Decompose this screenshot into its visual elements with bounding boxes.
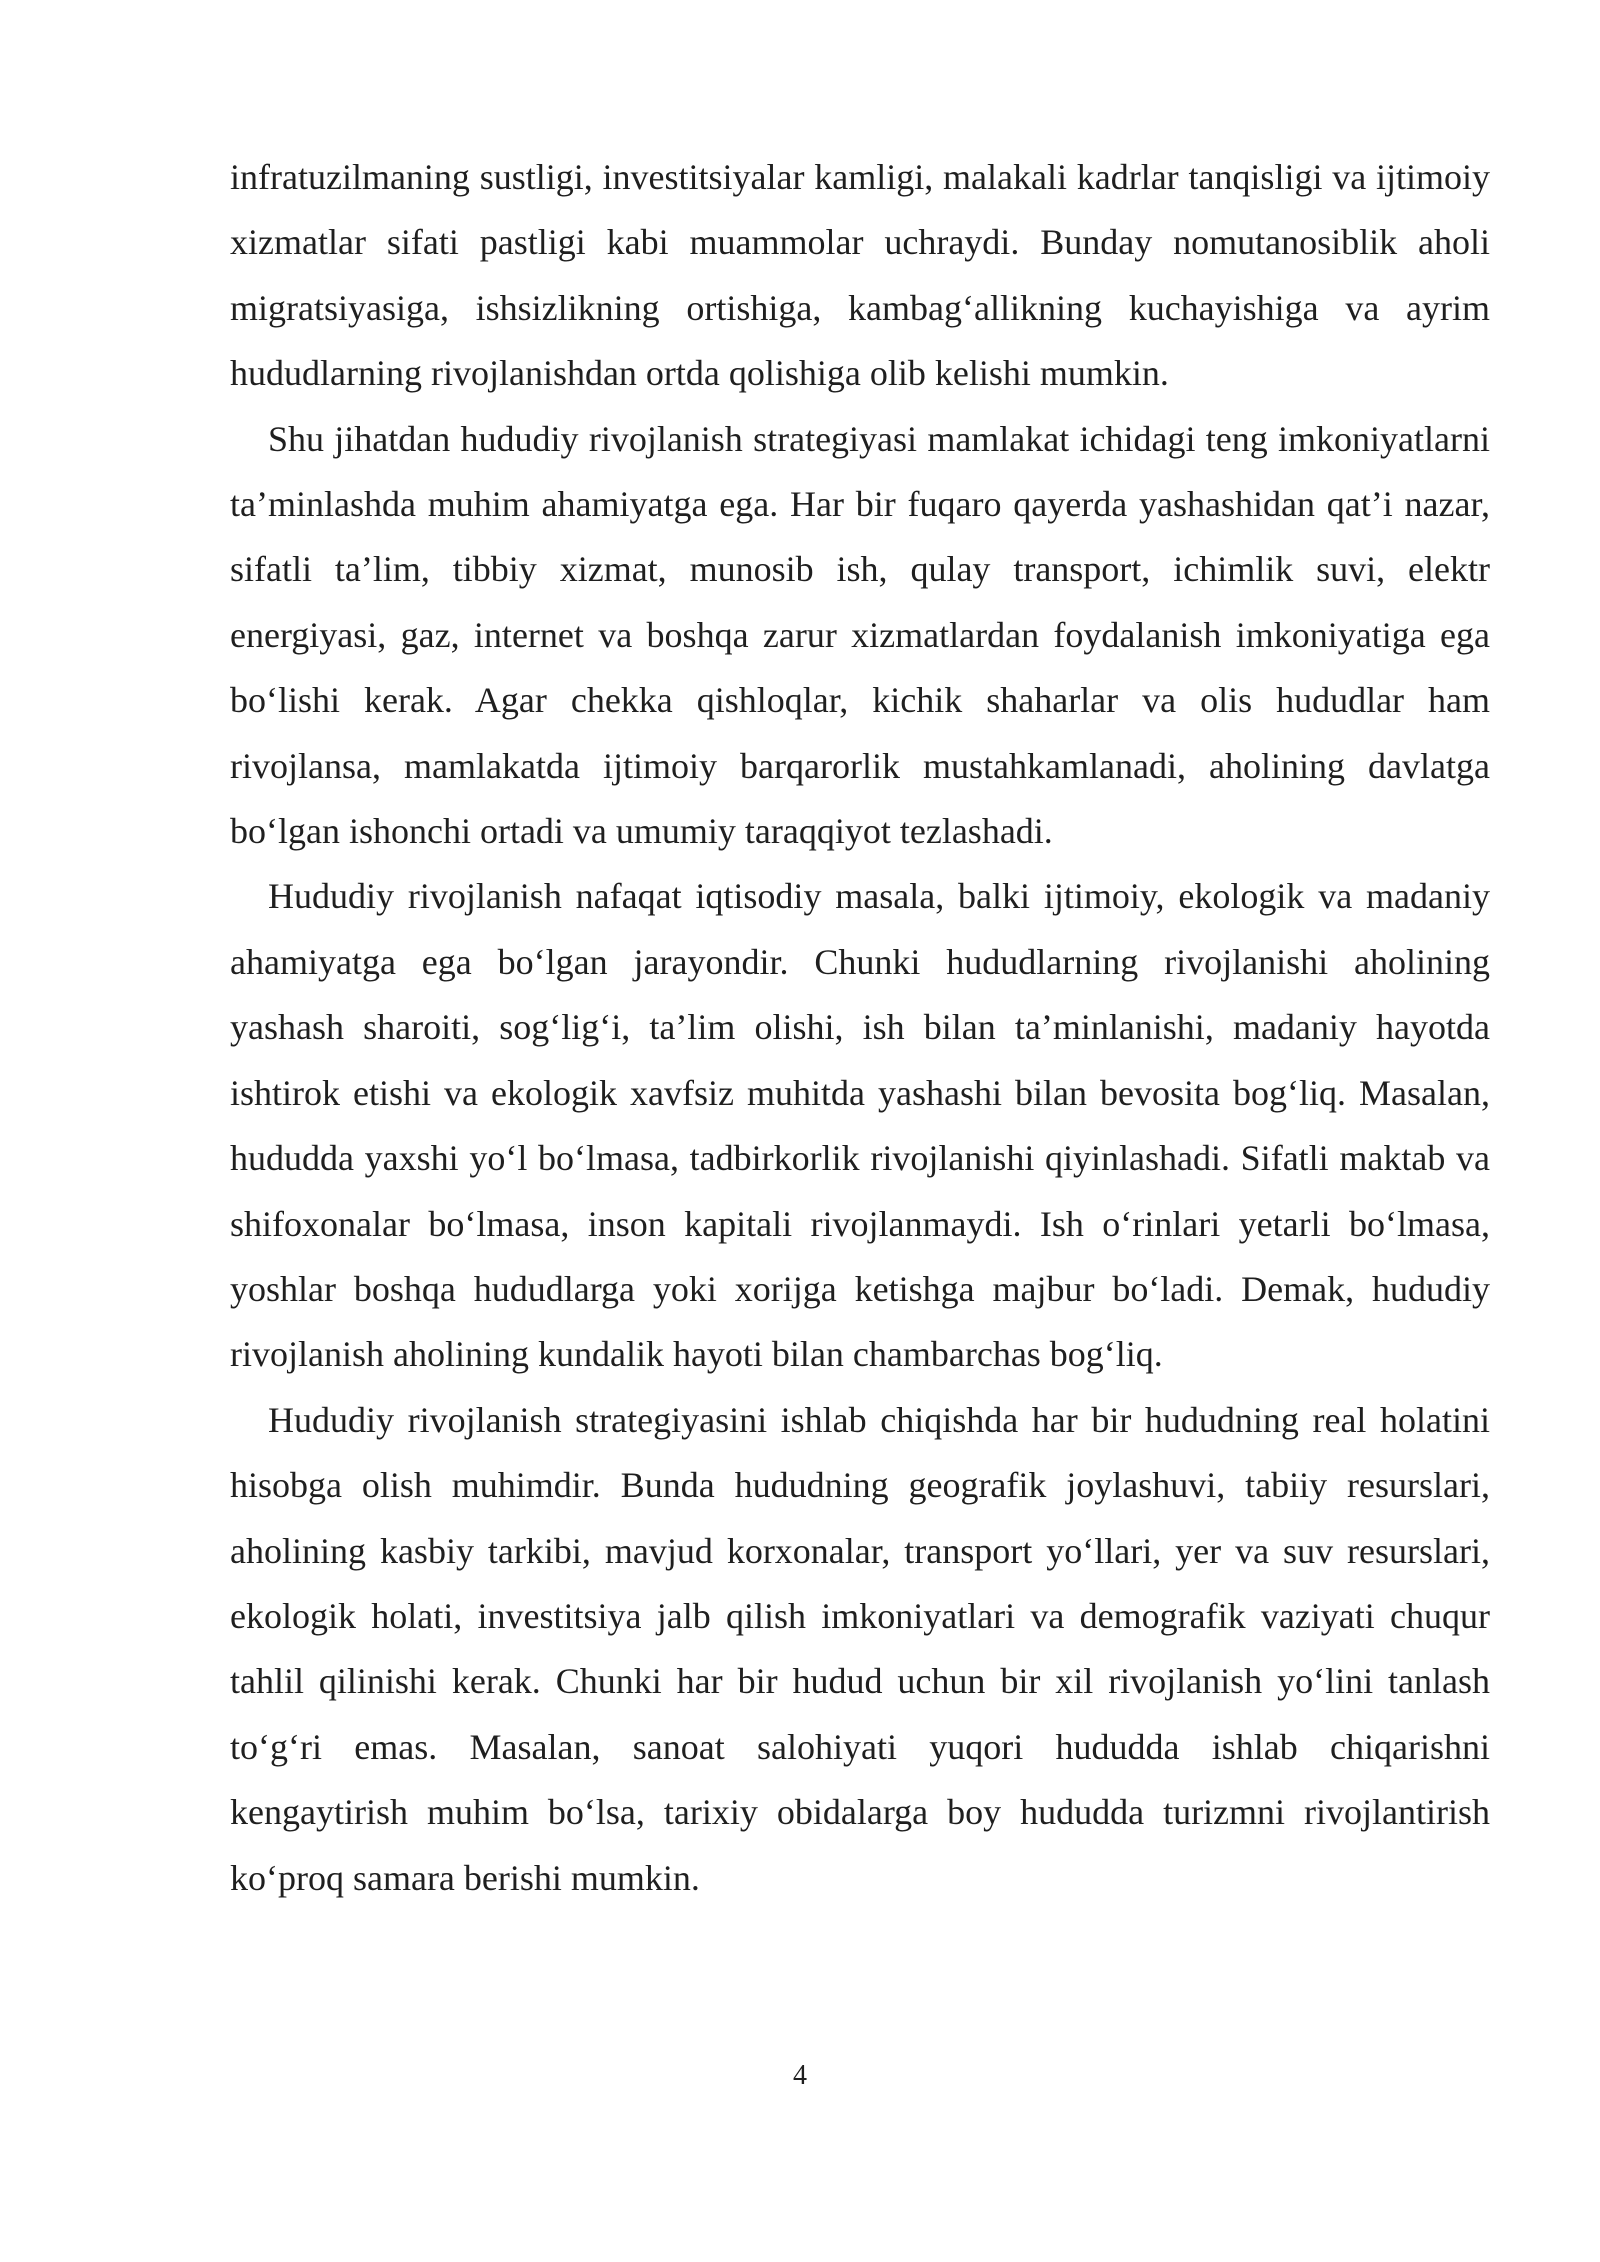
page-number: 4 [793,2060,807,2091]
paragraph-continuation: infratuzilmaning sustligi, investitsiyalar kamligi, malakali kadrlar tanqisligi va ijtimoiy xizmatlar sifati pastligi kabi muammolar uchraydi. Bunday nomutanosiblik aholi migratsiyasiga, ishsizlikning ortishiga, kambag‘allikning kuchayishiga va ayrim hududlarning rivojlanishdan ortda qolishiga olib kelishi mumkin. [230,157,1490,394]
paragraph: Hududiy rivojlanish strategiyasini ishlab chiqishda har bir hududning real holatini hisobga olish muhimdir. Bunda hududning geografik joylashuvi, tabiiy resurslari, aholining kasbiy tarkibi, mavjud korxonalar, transport yo‘llari, yer va suv resurslari, ekologik holati, investitsiya jalb qilish imkoniyatlari va demografik vaziyati chuqur tahlil qilinishi kerak. Chunki har bir hudud uchun bir xil rivojlanish yo‘lini tanlash to‘g‘ri emas. Masalan, sanoat salohiyati yuqori hududda ishlab chiqarishni kengaytirish muhim bo‘lsa, tarixiy obidalarga boy hududda turizmni rivojlantirish ko‘proq samara berishi mumkin. [230,1399,1490,1898]
document-body [230,145,1490,1911]
paragraph: Hududiy rivojlanish nafaqat iqtisodiy masala, balki ijtimoiy, ekologik va madaniy ahamiyatga ega bo‘lgan jarayondir. Chunki hududlarning rivojlanishi aholining yashash sharoiti, sog‘lig‘i, ta’lim olishi, ish bilan ta’minlanishi, madaniy hayotda ishtirok etishi va ekologik xavfsiz muhitda yashashi bilan bevosita bog‘liq. Masalan, hududda yaxshi yo‘l bo‘lmasa, tadbirkorlik rivojlanishi qiyinlashadi. Sifatli maktab va shifoxonalar bo‘lmasa, inson kapitali rivojlanmaydi. Ish o‘rinlari yetarli bo‘lmasa, yoshlar boshqa hududlarga yoki xorijga ketishga majbur bo‘ladi. Demak, hududiy rivojlanish aholining kundalik hayoti bilan chambarchas bog‘liq. [230,876,1490,1375]
paragraph: Shu jihatdan hududiy rivojlanish strategiyasi mamlakat ichidagi teng imkoniyatlarni ta’minlashda muhim ahamiyatga ega. Har bir fuqaro qayerda yashashidan qat’i nazar, sifatli ta’lim, tibbiy xizmat, munosib ish, qulay transport, ichimlik suvi, elektr energiyasi, gaz, internet va boshqa zarur xizmatlardan foydalanish imkoniyatiga ega bo‘lishi kerak. Agar chekka qishloqlar, kichik shaharlar va olis hududlar ham rivojlansa, mamlakatda ijtimoiy barqarorlik mustahkamlanadi, aholining davlatga bo‘lgan ishonchi ortadi va umumiy taraqqiyot tezlashadi. [230,418,1490,852]
